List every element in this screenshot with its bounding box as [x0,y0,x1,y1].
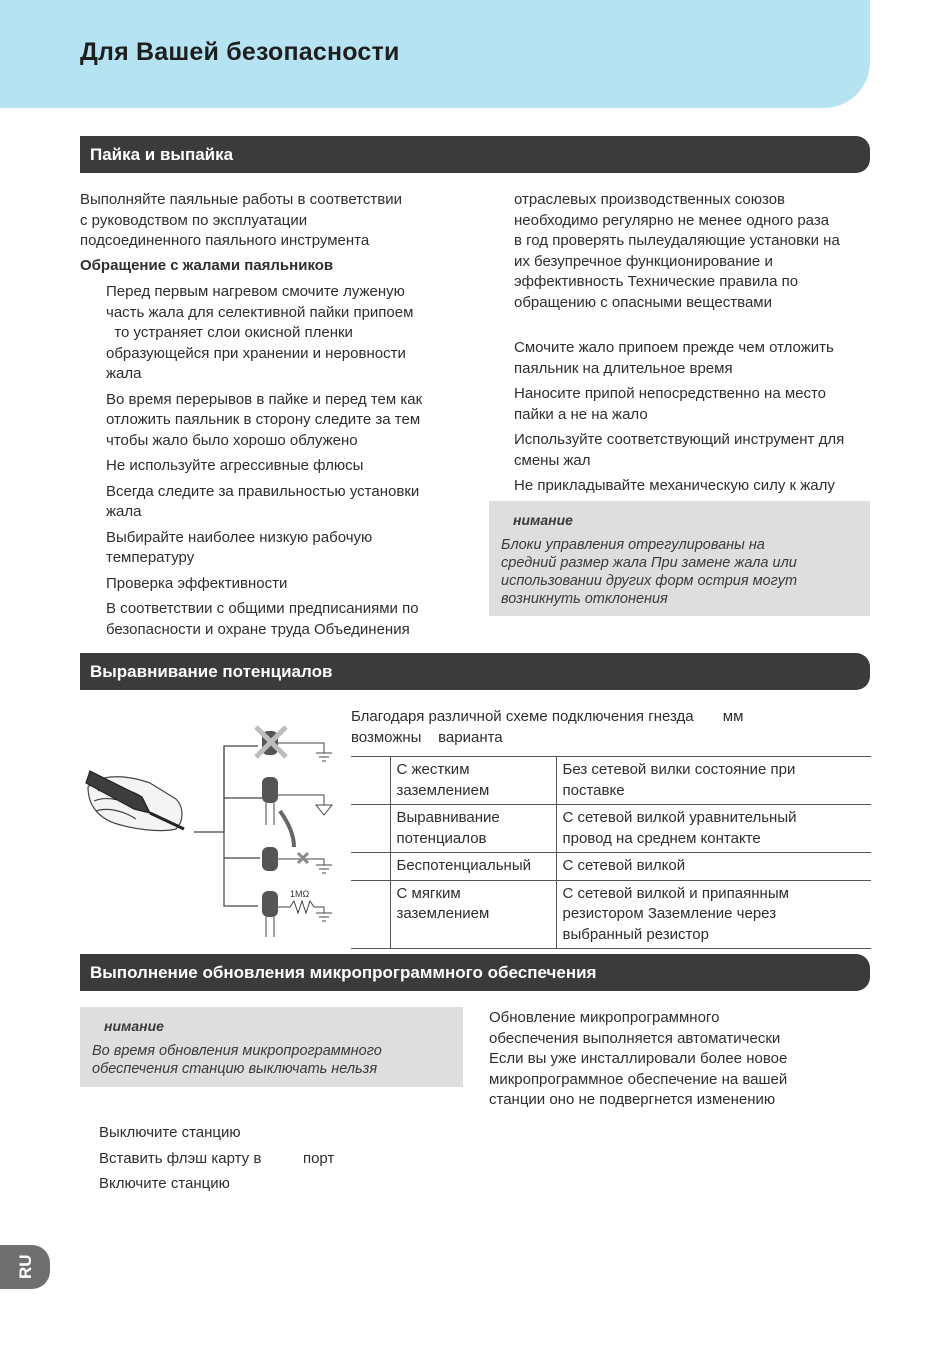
cell-line: Без сетевой вилки состояние при [562,761,796,778]
list-item [514,430,874,471]
attention-note-soldering [489,501,870,616]
list-item-line: смены жал [514,451,591,469]
connector-floating [262,847,332,873]
list-item-line: жала [106,365,142,382]
list-item-line: паяльник на длительное время [514,359,733,377]
cell-line: провод на среднем контакте [562,829,761,847]
intro-line: подсоединенного паяльного инструмента [80,232,370,249]
list-item-line: Используйте соответствующий инструмент для [514,431,845,448]
cell-line: поставке [562,781,625,799]
list-item-line: Всегда следите за правильностью установки [106,482,420,500]
note-title: нимание [513,512,573,528]
table-row [351,805,871,853]
intro-line: возможны варианта [351,728,503,746]
cell-line: Беспотенциальный [396,857,531,874]
page-title: Для Вашей безопасности [80,38,400,66]
intro-line: с руководством по эксплуатации [80,211,308,229]
list-item-line: Во время перерывов в пайке и перед тем как [106,390,423,408]
list-item [514,476,874,497]
right-continuation [514,190,874,313]
cell-line: С жестким [396,761,470,778]
continuation-line: в год проверять пылеудаляющие установки на [514,232,840,249]
table-row [351,757,871,805]
list-item-line: чтобы жало было хорошо облужено [106,431,358,449]
list-item-line: безопасности и охране труда Объединения [106,620,410,638]
firmware-line: обеспечения выполняется автоматически [489,1029,781,1047]
list-item [106,456,466,477]
cell-line: выбранный резистор [562,925,709,943]
table-cell-desc [556,805,871,853]
continuation-line: обращению с опасными веществами [514,293,772,311]
language-tab [0,1245,50,1289]
table-cell-type [390,805,556,853]
cell-line: резистором Заземление через [562,905,777,922]
continuation-line: необходимо регулярно не менее одного раза [514,211,830,229]
table-cell-desc [556,757,871,805]
table-cell-num [351,853,390,881]
section-heading-firmware: Выполнение обновления микропрограммного обеспечения [80,954,870,991]
list-item-line: Проверка эффективности [106,574,288,592]
note-line: Во время обновления микропрограммного [92,1043,382,1059]
list-item-line: Не используйте агрессивные флюсы [106,457,364,474]
continuation-line: их безупречное функционирование и [514,252,773,270]
list-item-line: жала [106,503,142,520]
list-item [106,528,466,569]
grounding-diagram [80,725,345,947]
tips-heading: Обращение с жалами паяльников [80,257,334,274]
firmware-line: станции оно не подвергнется изменению [489,1091,776,1108]
list-item-line: часть жала для селективной пайки припоем [106,303,414,321]
connector-soft-ground [262,889,332,937]
step-item: Вставить флэш карту в порт [99,1149,335,1167]
intro-line: Благодаря различной схеме подключения гнезда мм [351,708,744,725]
list-item [514,384,874,425]
table-row [351,880,871,949]
intro-line: Выполняйте паяльные работы в соответствии [80,191,402,208]
cell-line: заземлением [396,905,490,922]
connector-rigid-ground [256,727,332,761]
note-line: обеспечения станцию выключать нельзя [92,1061,378,1077]
list-item-line: то устраняет слои окисной пленки [106,324,353,341]
note-line: возникнуть отклонения [501,591,668,607]
list-item [106,282,466,385]
cell-line: С сетевой вилкой и припаянным [562,884,789,902]
note-line: Блоки управления отрегулированы на [501,537,765,553]
table-row [351,853,871,881]
list-item [106,482,466,523]
firmware-line: микропрограммное обеспечение на вашей [489,1070,788,1088]
list-item-line: пайки а не на жало [514,405,648,423]
list-item-line: Не прикладывайте механическую силу к жалу [514,477,835,494]
table-cell-desc [556,880,871,949]
list-item [106,390,466,452]
cell-line: заземлением [396,781,490,799]
list-item [106,599,466,640]
cell-line: С сетевой вилкой уравнительный [562,809,797,826]
firmware-line: Обновление микропрограммного [489,1009,720,1026]
list-item-line: температуру [106,549,195,566]
list-item-line: Наносите припой непосредственно на место [514,385,827,402]
list-item-line: отложить паяльник в сторону следите за тем [106,411,421,428]
cell-line: Выравнивание [396,809,500,826]
list-item-line: Перед первым нагревом смочите луженую [106,283,405,300]
note-line: средний размер жала При замене жала или [501,555,797,571]
list-item [514,338,874,379]
list-item-line: Выбирайте наиболее низкую рабочую [106,528,373,546]
soldering-intro [80,190,470,252]
language-label: RU [16,1254,35,1279]
firmware-text [489,1008,869,1111]
note-text [501,536,858,608]
tips-list-right [514,338,874,502]
cell-line: С сетевой вилкой [562,857,686,874]
table-cell-type [390,853,556,881]
table-cell-num [351,805,390,853]
continuation-line: эффективность Технические правила по [514,273,799,290]
note-line: использовании других форм острия могут [501,573,798,589]
list-item-line: В соответствии с общими предписаниями по [106,600,419,617]
section-heading-potential: Выравнивание потенциалов [80,653,870,690]
firmware-steps [99,1123,459,1200]
connector-equipotential [262,777,332,847]
step-item: Выключите станцию [99,1124,241,1141]
table-cell-type [390,757,556,805]
list-item-line: Смочите жало припоем прежде чем отложить [514,339,834,356]
potential-intro [351,707,871,748]
note-text [92,1042,451,1078]
resistor-label: 1MΩ [290,889,310,899]
potential-table [351,756,871,949]
note-title: нимание [104,1018,164,1034]
table-cell-type [390,880,556,949]
table-cell-desc [556,853,871,881]
cell-line: С мягким [396,884,461,902]
table-cell-num [351,880,390,949]
list-item [106,574,466,595]
tips-list-left [106,282,466,645]
table-cell-num [351,757,390,805]
list-item-line: образующейся при хранении и неровности [106,344,406,362]
section-heading-soldering: Пайка и выпайка [80,136,870,173]
attention-note-firmware [80,1007,463,1087]
continuation-line: отраслевых производственных союзов [514,191,786,208]
firmware-line: Если вы уже инсталлировали более новое [489,1050,788,1067]
cell-line: потенциалов [396,829,487,847]
step-item: Включите станцию [99,1175,230,1192]
